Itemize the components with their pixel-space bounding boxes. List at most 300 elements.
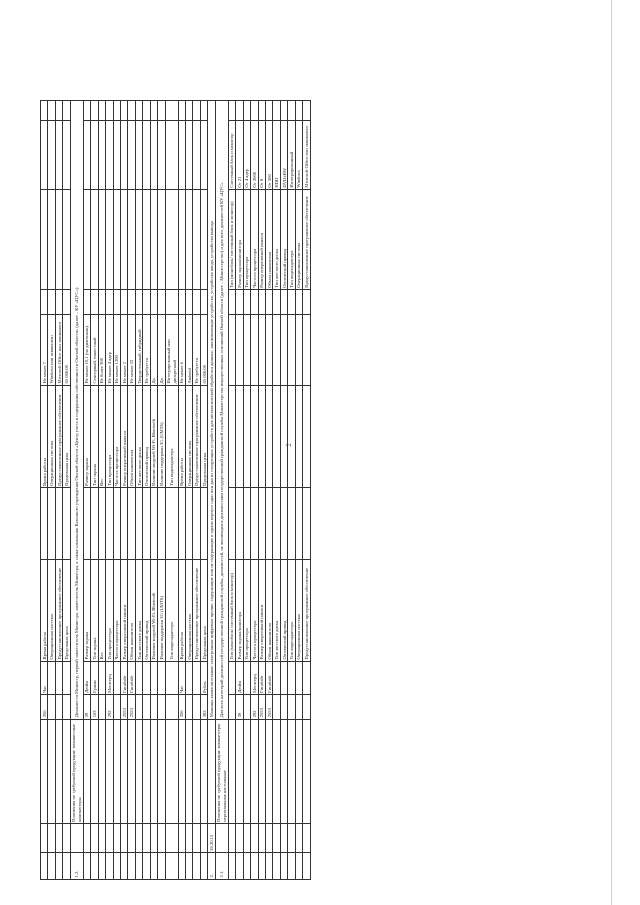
cell-p2: Наличие поддержки 3G (UMTS) <box>158 385 165 487</box>
cell-blank <box>135 290 142 314</box>
cell-v2 <box>273 314 280 385</box>
table-row <box>265 101 272 880</box>
cell-v1 <box>273 488 280 559</box>
cell-v2: Да <box>158 314 165 385</box>
cell-name <box>273 719 280 824</box>
cell-code <box>63 824 70 853</box>
cell-num <box>178 853 185 880</box>
cell-name <box>98 719 105 824</box>
cell-num <box>236 853 243 880</box>
cell-okei: 39 <box>83 695 90 719</box>
cell-blank <box>98 290 105 314</box>
cell-v3: От 8 <box>258 121 265 190</box>
cell-unit <box>63 661 70 694</box>
cell-v3 <box>135 121 142 190</box>
cell-p3 <box>113 190 120 290</box>
cell-unit <box>150 661 157 694</box>
table-row <box>135 101 142 880</box>
cell-tail <box>143 101 150 121</box>
cell-v1 <box>236 488 243 559</box>
cell-okei <box>193 695 200 719</box>
section-header-row <box>208 101 215 880</box>
cell-p1: Тип видеоадаптера <box>165 559 178 661</box>
cell-num <box>165 853 178 880</box>
cell-p3 <box>55 190 62 290</box>
page-edge-line <box>611 0 612 905</box>
cell-blank <box>158 290 165 314</box>
cell-num <box>135 853 142 880</box>
cell-code <box>83 824 90 853</box>
cell-v2: Не более 500 <box>98 314 105 385</box>
cell-p2: Тип экрана <box>91 385 98 487</box>
cell-num <box>128 853 135 880</box>
cell-tail <box>303 101 310 121</box>
cell-code <box>113 824 120 853</box>
cell-unit: Грамм <box>91 661 98 694</box>
table-row <box>165 101 178 880</box>
cell-v1 <box>303 488 310 559</box>
cell-tail <box>228 101 235 121</box>
cell-name <box>251 719 258 824</box>
cell-code <box>273 824 280 853</box>
cell-name <box>41 719 48 824</box>
cell-code <box>106 824 113 853</box>
cell-v3 <box>48 121 55 190</box>
cell-okei: 292 <box>251 695 258 719</box>
cell-num <box>83 853 90 880</box>
cell-okei <box>273 695 280 719</box>
cell-v1 <box>83 488 90 559</box>
cell-v3 <box>200 121 207 190</box>
cell-p1: Время работы <box>41 559 48 661</box>
section-header-row <box>215 101 228 880</box>
cell-v1 <box>288 488 295 559</box>
cell-p2: Предустановленное программное обеспечение <box>55 385 62 487</box>
cell-p2 <box>236 385 243 487</box>
cell-p2: Частота процессора <box>113 385 120 487</box>
cell-blank <box>273 290 280 314</box>
cell-p3: Тип жесткого диска <box>273 190 280 290</box>
cell-unit <box>228 661 235 694</box>
cell-name <box>120 719 127 824</box>
table-row <box>295 101 302 880</box>
table-row <box>113 101 120 880</box>
table-row <box>41 101 48 880</box>
cell-v1 <box>265 488 272 559</box>
cell-v3: HDD <box>273 121 280 190</box>
cell-p1: Операционная система <box>186 559 193 661</box>
table-row <box>83 101 90 880</box>
cell-v2 <box>280 314 287 385</box>
cell-p1: Объем накопителя <box>128 559 135 661</box>
cell-tail <box>186 101 193 121</box>
cell-v2 <box>228 314 235 385</box>
cell-p2: Наличие модулей Wi-Fi, Bluetooth <box>150 385 157 487</box>
cell-okei <box>288 695 295 719</box>
cell-v3 <box>41 121 48 190</box>
table-body <box>41 101 311 880</box>
cell-name <box>258 719 265 824</box>
cell-v1 <box>178 488 185 559</box>
rotated-table-container <box>40 100 560 880</box>
page-number: 2 <box>284 443 293 447</box>
cell-unit <box>55 661 62 694</box>
cell-p3 <box>193 190 200 290</box>
cell-tail <box>150 101 157 121</box>
cell-v3: Windows <box>295 121 302 190</box>
cell-tail <box>280 101 287 121</box>
cell-tail <box>200 101 207 121</box>
cell-p2 <box>228 385 235 487</box>
cell-tail <box>288 101 295 121</box>
cell-p2: Время работы <box>178 385 185 487</box>
cell-unit <box>98 661 105 694</box>
cell-p2 <box>280 385 287 487</box>
cell-blank <box>55 290 62 314</box>
cell-blank <box>243 290 250 314</box>
cell-blank <box>251 290 258 314</box>
cell-tail <box>236 101 243 121</box>
cell-v1 <box>258 488 265 559</box>
cell-p1: Частота процессора <box>113 559 120 661</box>
cell-okei <box>280 695 287 719</box>
cell-v2: Windows или эквивалент <box>48 314 55 385</box>
cell-v2: 65 000,00 <box>63 314 70 385</box>
cell-num <box>186 853 193 880</box>
cell-v1 <box>193 488 200 559</box>
cell-p1: Предустановленное программное обеспечение <box>303 559 310 661</box>
cell-unit: Мегагерц <box>106 661 113 694</box>
cell-tail <box>63 101 70 121</box>
cell-v1 <box>158 488 165 559</box>
cell-tail <box>243 101 250 121</box>
cell-tail <box>91 101 98 121</box>
cell-v1 <box>113 488 120 559</box>
cell-p3 <box>143 190 150 290</box>
cell-p3 <box>91 190 98 290</box>
cell-name <box>178 719 185 824</box>
cell-v3 <box>158 121 165 190</box>
cell-code <box>288 824 295 853</box>
cell-v1 <box>128 488 135 559</box>
cell-p2: Тип видеоадаптера <box>165 385 178 487</box>
cell-p3 <box>106 190 113 290</box>
cell-code <box>236 824 243 853</box>
cell-p1: Размер оперативной памяти <box>120 559 127 661</box>
cell-num <box>228 853 235 880</box>
cell-v1 <box>251 488 258 559</box>
table-row <box>236 101 243 880</box>
cell-v1 <box>143 488 150 559</box>
cell-num: 1.2. <box>70 853 83 880</box>
cell-name <box>193 719 200 824</box>
cell-p3: Тип процессора <box>243 190 250 290</box>
cell-v2: Твердотельный, гибридный <box>135 314 142 385</box>
cell-unit: Гигабайт <box>128 661 135 694</box>
cell-num <box>200 853 207 880</box>
cell-p2: Тип процессора <box>106 385 113 487</box>
cell-num <box>251 853 258 880</box>
cell-okei <box>113 695 120 719</box>
cell-v3 <box>83 121 90 190</box>
cell-tail <box>48 101 55 121</box>
cell-span: Машины вычислительные электронные цифровые прочие, содержащие или не содержащие в одном корпусе одно или два из следующих устройств для автоматической обработки данных: запоминающие устройства, устройства ввода, устройства вывода <box>208 101 215 720</box>
cell-p2: Предельная цена <box>63 385 70 487</box>
cell-code <box>280 824 287 853</box>
cell-v3 <box>98 121 105 190</box>
cell-v3 <box>143 121 150 190</box>
cell-p1: Тип экрана <box>91 559 98 661</box>
cell-num <box>273 853 280 880</box>
cell-p2 <box>303 385 310 487</box>
cell-v2 <box>236 314 243 385</box>
cell-v1 <box>150 488 157 559</box>
table-row <box>106 101 113 880</box>
cell-p1: Предельная цена <box>63 559 70 661</box>
cell-num <box>193 853 200 880</box>
table-row <box>150 101 157 880</box>
cell-blank <box>150 290 157 314</box>
cell-code <box>98 824 105 853</box>
specification-table <box>40 100 311 880</box>
cell-v1 <box>48 488 55 559</box>
cell-okei: 2553 <box>265 695 272 719</box>
cell-okei: 2553 <box>258 695 265 719</box>
cell-blank <box>143 290 150 314</box>
cell-p1: Время работы <box>178 559 185 661</box>
cell-blank <box>200 290 207 314</box>
cell-p2: Оптический привод <box>143 385 150 487</box>
cell-p2: Предустановленное программное обеспечение <box>193 385 200 487</box>
cell-unit: Дюйм <box>83 661 90 694</box>
cell-p3 <box>120 190 127 290</box>
cell-name <box>243 719 250 824</box>
table-row <box>158 101 165 880</box>
cell-tail <box>83 101 90 121</box>
cell-unit <box>280 661 287 694</box>
cell-unit <box>158 661 165 694</box>
cell-tail <box>41 101 48 121</box>
cell-p1: Наличие поддержки 3G (UMTS) <box>158 559 165 661</box>
cell-p1: Тип процессора <box>106 559 113 661</box>
cell-name <box>143 719 150 824</box>
cell-p1: Предустановленное программное обеспечение <box>193 559 200 661</box>
cell-blank <box>113 290 120 314</box>
cell-v3 <box>186 121 193 190</box>
cell-v3 <box>165 121 178 190</box>
cell-name <box>48 719 55 824</box>
cell-code <box>120 824 127 853</box>
cell-okei: 39 <box>236 695 243 719</box>
cell-v3 <box>91 121 98 190</box>
cell-p3 <box>83 190 90 290</box>
cell-okei <box>135 695 142 719</box>
cell-blank <box>91 290 98 314</box>
cell-code <box>135 824 142 853</box>
cell-p2: Объем накопителя <box>128 385 135 487</box>
table-row <box>288 101 295 880</box>
cell-p1: Оптический привод <box>280 559 287 661</box>
table-row <box>120 101 127 880</box>
cell-v3: От 500 <box>265 121 272 190</box>
cell-tail <box>135 101 142 121</box>
cell-num <box>150 853 157 880</box>
cell-v2 <box>258 314 265 385</box>
cell-okei <box>228 695 235 719</box>
cell-tail <box>295 101 302 121</box>
cell-name <box>288 719 295 824</box>
cell-blank <box>41 290 48 314</box>
cell-v1 <box>91 488 98 559</box>
cell-p1: Оптический привод <box>143 559 150 661</box>
cell-unit: Рубль <box>200 661 207 694</box>
cell-p3 <box>135 190 142 290</box>
cell-v3 <box>128 121 135 190</box>
cell-p3 <box>63 190 70 290</box>
cell-code <box>70 824 83 853</box>
table-row <box>303 101 310 880</box>
cell-v1 <box>98 488 105 559</box>
cell-name <box>91 719 98 824</box>
cell-code <box>200 824 207 853</box>
cell-code <box>128 824 135 853</box>
cell-name <box>295 719 302 824</box>
cell-num: 2. <box>208 853 215 880</box>
cell-p3: Оптический привод <box>280 190 287 290</box>
cell-tail <box>251 101 258 121</box>
cell-p2: Операционная система <box>186 385 193 487</box>
cell-v1 <box>120 488 127 559</box>
cell-code <box>178 824 185 853</box>
cell-blank <box>106 290 113 314</box>
cell-name <box>200 719 207 824</box>
cell-v3 <box>63 121 70 190</box>
cell-code <box>186 824 193 853</box>
cell-code <box>295 824 302 853</box>
cell-name: Пояснения по требуемой продукции: компьютеры персональные настольные <box>215 719 228 824</box>
cell-v2 <box>243 314 250 385</box>
cell-name <box>165 719 178 824</box>
cell-okei <box>303 695 310 719</box>
table-row <box>186 101 193 880</box>
cell-okei: 356 <box>41 695 48 719</box>
cell-okei <box>186 695 193 719</box>
cell-okei: 163 <box>91 695 98 719</box>
cell-p2: Размер экрана <box>83 385 90 487</box>
cell-v1 <box>106 488 113 559</box>
table-row <box>63 101 70 880</box>
cell-p2: Тип жесткого диска <box>135 385 142 487</box>
cell-unit <box>288 661 295 694</box>
cell-okei <box>243 695 250 719</box>
cell-blank <box>63 290 70 314</box>
cell-name <box>135 719 142 824</box>
cell-p1: Размер экрана <box>83 559 90 661</box>
cell-v3 <box>150 121 157 190</box>
cell-blank <box>186 290 193 314</box>
cell-code <box>193 824 200 853</box>
cell-p3 <box>150 190 157 290</box>
cell-v3: DVD±RW <box>280 121 287 190</box>
cell-p1: Операционная система <box>295 559 302 661</box>
cell-v2: Не менее 2 <box>120 314 127 385</box>
cell-p3: Тип видеоадаптера <box>288 190 295 290</box>
cell-okei: 2553 <box>128 695 135 719</box>
cell-unit: Час <box>41 661 48 694</box>
cell-p1: Предустановленное программное обеспечение <box>55 559 62 661</box>
cell-p2: Предельная цена <box>200 385 207 487</box>
cell-p2: Размер оперативной памяти <box>120 385 127 487</box>
cell-num <box>91 853 98 880</box>
cell-v3: От 21 <box>236 121 243 190</box>
cell-v1 <box>186 488 193 559</box>
cell-tail <box>128 101 135 121</box>
cell-unit: Час <box>178 661 185 694</box>
cell-name <box>228 719 235 824</box>
cell-code <box>91 824 98 853</box>
cell-p1: Размер экрана/монитора <box>236 559 243 661</box>
cell-name <box>303 719 310 824</box>
cell-num <box>258 853 265 880</box>
table-row <box>143 101 150 880</box>
cell-p2 <box>258 385 265 487</box>
cell-span: Должности Министр, первый заместитель Министра, заместитель Министра, а также начальник Казенного учреждения Омской области «Центр учета и содержания собственности Омской области» (далее – КУ «ЦУС») <box>70 101 83 720</box>
cell-p3: Размер экрана/монитора <box>236 190 243 290</box>
table-row <box>280 101 287 880</box>
cell-v2: Интегрированный или дискретный <box>165 314 178 385</box>
cell-tail <box>98 101 105 121</box>
cell-p3: Размер оперативной памяти <box>258 190 265 290</box>
cell-code <box>251 824 258 853</box>
cell-num <box>265 853 272 880</box>
cell-p3 <box>158 190 165 290</box>
cell-v1 <box>243 488 250 559</box>
cell-v1 <box>63 488 70 559</box>
cell-v2: Не менее 6 <box>178 314 185 385</box>
cell-v3: От 4 ядер <box>243 121 250 190</box>
cell-blank <box>165 290 178 314</box>
cell-code <box>41 824 48 853</box>
cell-v2 <box>295 314 302 385</box>
cell-name <box>158 719 165 824</box>
cell-p3 <box>98 190 105 290</box>
cell-okei: 356 <box>178 695 185 719</box>
cell-unit <box>143 661 150 694</box>
table-row <box>193 101 200 880</box>
cell-v1 <box>200 488 207 559</box>
cell-v2: Не менее 4 ядер <box>106 314 113 385</box>
cell-v2: Не требуется <box>193 314 200 385</box>
cell-unit <box>273 661 280 694</box>
cell-okei: 2553 <box>120 695 127 719</box>
table-row <box>258 101 265 880</box>
cell-p1: Тип (моноблок/ системный блок и монитор) <box>228 559 235 661</box>
cell-p3: Объем накопителя <box>265 190 272 290</box>
table-row <box>48 101 55 880</box>
cell-unit <box>193 661 200 694</box>
cell-v2: Android <box>186 314 193 385</box>
cell-name <box>280 719 287 824</box>
table-row <box>98 101 105 880</box>
cell-okei <box>55 695 62 719</box>
cell-p1: Тип процессора <box>243 559 250 661</box>
cell-v2 <box>288 314 295 385</box>
cell-code <box>243 824 250 853</box>
cell-p1: Тип жесткого диска <box>273 559 280 661</box>
cell-name <box>128 719 135 824</box>
cell-okei: 292 <box>106 695 113 719</box>
cell-p3 <box>165 190 178 290</box>
